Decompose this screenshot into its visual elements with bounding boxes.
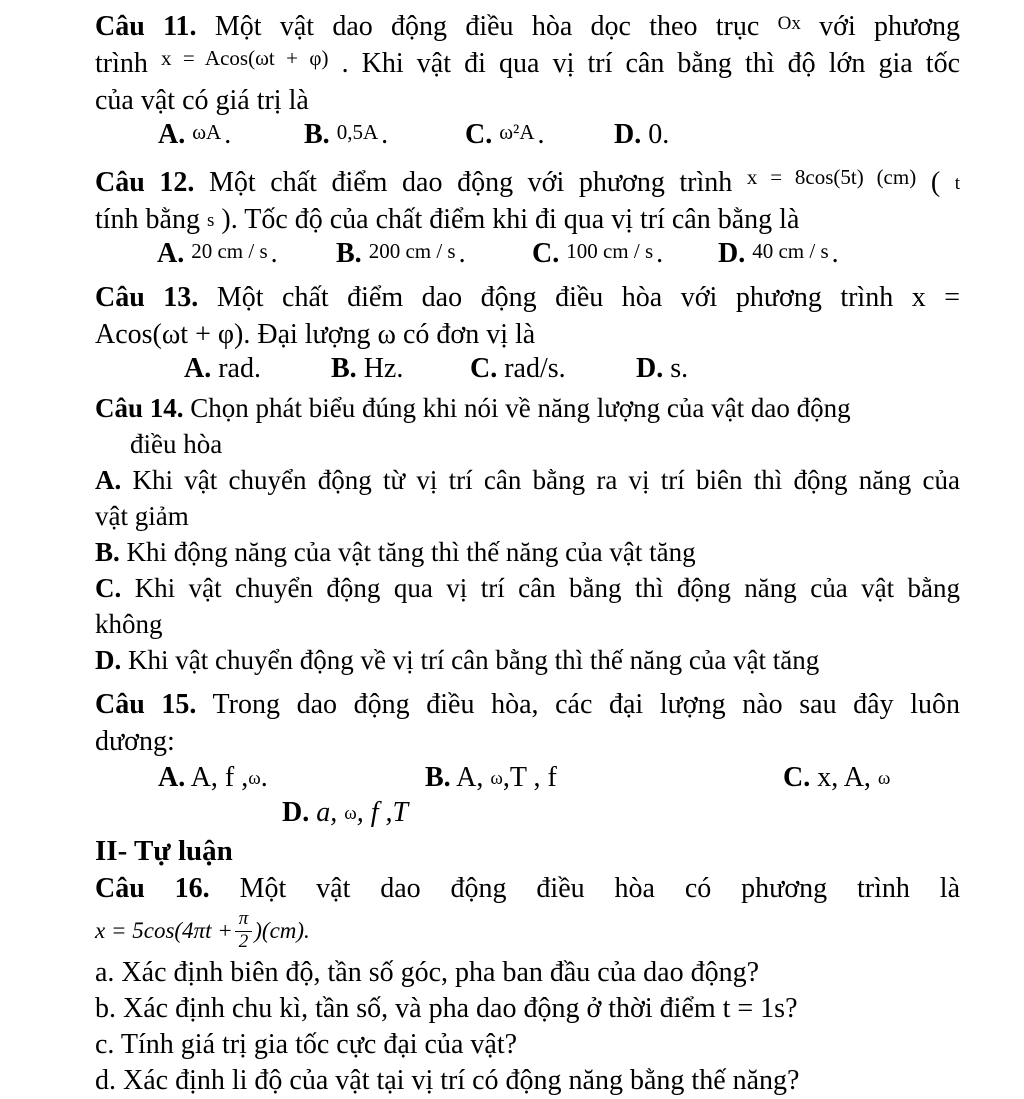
q15-option-b-pre: A,	[456, 762, 491, 793]
q15-title-line-2: dương:	[95, 726, 175, 757]
q15-option-b-label: B.	[425, 762, 451, 793]
q16-item-d: d. Xác định li độ của vật tại vị trí có động năng bằng thế năng?	[95, 1065, 800, 1096]
q12-option-b-label: B.	[336, 238, 362, 269]
question-15	[95, 686, 960, 830]
q16-label: Câu 16.	[95, 873, 210, 904]
q16-item-c: c. Tính giá trị gia tốc cực đại của vật?	[95, 1029, 518, 1060]
q16-formula-fraction	[235, 909, 253, 953]
q11-option-a	[158, 119, 231, 151]
q11-text-2b: . Khi vật đi qua vị trí cân bằng thì độ lớn gia tốc	[341, 48, 961, 79]
q14-option-b-text: Khi động năng của vật tăng thì thế năng của vật tăng	[126, 537, 696, 567]
q11-line-2	[95, 45, 960, 82]
q12-option-d	[718, 238, 839, 270]
q15-title-1: Trong dao động điều hòa, các đại lượng nào sau đây luôn	[212, 689, 961, 720]
q14-option-d-text: Khi vật chuyển động về vị trí cân bằng thì thế năng của vật tăng	[128, 645, 820, 675]
q15-option-d-pre: a,	[316, 797, 345, 828]
q15-option-c-pre: x, A,	[817, 762, 878, 793]
q11-line-1	[95, 8, 960, 45]
q14-option-c-label: C.	[95, 573, 122, 603]
q12-line-2	[95, 201, 960, 238]
q14-option-a-line-2: vật giảm	[95, 501, 189, 531]
q15-option-d-label: D.	[282, 797, 310, 828]
q12-option-b	[336, 238, 466, 270]
q12-option-a-value: 20 cm / s	[191, 239, 268, 263]
q12-option-c-dot: .	[656, 238, 664, 269]
q14-option-a-line-1	[95, 462, 960, 498]
q12-option-b-value: 200 cm / s	[368, 239, 456, 263]
q13-options-row	[95, 353, 960, 390]
q14-option-c-line-1	[95, 570, 960, 606]
q13-option-c-label: C.	[470, 353, 498, 384]
q14-title-line-1	[95, 390, 960, 426]
q13-option-b-label: B.	[331, 353, 357, 384]
q13-line-2: Acos(ωt + φ). Đại lượng ω có đơn vị là	[95, 319, 536, 350]
q15-label: Câu 15.	[95, 689, 197, 720]
q12-option-a-dot: .	[270, 238, 278, 269]
q13-option-a	[184, 353, 261, 385]
q12-text-1a: Một chất điểm dao động với phương trình	[208, 167, 733, 198]
q15-option-a-post: .	[260, 762, 268, 793]
q13-option-a-label: A.	[184, 353, 212, 384]
q16-fraction-numerator: π	[235, 909, 253, 932]
q11-label: Câu 11.	[95, 11, 197, 42]
q12-paren: (	[930, 167, 941, 198]
q15-options-row-d	[95, 795, 960, 830]
q13-option-d-value: s.	[670, 353, 689, 384]
q13-line-1	[95, 279, 960, 316]
q11-option-c	[465, 119, 545, 151]
q11-text-1b: với phương	[819, 11, 961, 42]
q12-option-c-label: C.	[532, 238, 560, 269]
q12-t-symbol: t	[954, 173, 961, 194]
q13-label: Câu 13.	[95, 282, 199, 313]
q11-inline-formula-ox: Ox	[777, 13, 801, 34]
q15-option-a	[158, 760, 268, 795]
q14-option-c-text-1: Khi vật chuyển động qua vị trí cân bằng thì động năng của vật bằng	[134, 573, 961, 603]
q16-formula-post: )(cm).	[254, 918, 310, 943]
q14-option-a-label: A.	[95, 465, 122, 495]
q15-option-c-label: C.	[783, 762, 811, 793]
q13-text-1: Một chất điểm dao động điều hòa với phương trình x =	[216, 282, 961, 313]
q14-title-1: Chọn phát biểu đúng khi nói về năng lượng của vật dao động	[190, 393, 851, 423]
q12-option-d-value: 40 cm / s	[752, 239, 829, 263]
q12-option-d-label: D.	[718, 238, 746, 269]
q11-option-d-value: 0.	[648, 119, 670, 150]
q12-option-c-value: 100 cm / s	[566, 239, 654, 263]
q11-option-a-value: ωA	[192, 120, 222, 144]
q12-options-row	[95, 238, 960, 275]
q12-option-b-dot: .	[458, 238, 466, 269]
q15-title-line-1	[95, 686, 960, 723]
q11-line-3: của vật có giá trị là	[95, 85, 309, 116]
q16-item-b: b. Xác định chu kì, tần số, và pha dao động ở thời điểm t = 1s?	[95, 993, 798, 1024]
q15-option-a-pre: A, f ,	[190, 762, 249, 793]
q13-option-c-value: rad/s.	[504, 353, 566, 384]
question-16	[95, 870, 960, 1099]
q12-inline-formula-equation: x = 8cos(5t) (cm)	[746, 165, 917, 189]
q15-option-a-label: A.	[158, 762, 186, 793]
q14-option-b-label: B.	[95, 537, 120, 567]
q16-item-a: a. Xác định biên độ, tần số góc, pha ban đầu của dao động?	[95, 957, 760, 988]
question-11	[95, 8, 960, 156]
q14-option-a-text-1: Khi vật chuyển động từ vị trí cân bằng ra vị trí biên thì động năng của	[132, 465, 961, 495]
q11-option-d	[614, 119, 669, 151]
q11-option-a-label: A.	[158, 119, 186, 150]
q11-option-d-label: D.	[614, 119, 642, 150]
q11-option-c-value: ω²A	[499, 120, 535, 144]
q12-label: Câu 12.	[95, 167, 195, 198]
q15-option-d-omega: ω	[344, 803, 357, 824]
q14-option-d-label: D.	[95, 645, 122, 675]
q14-option-b-line	[95, 534, 960, 570]
q16-subquestions	[95, 955, 960, 1099]
q14-option-d-line	[95, 642, 960, 678]
q16-fraction-denominator: 2	[238, 931, 249, 952]
q14-title-line-2: điều hòa	[130, 429, 223, 459]
q11-inline-formula-equation: x = Acos(ωt + φ)	[161, 46, 329, 70]
q11-option-c-label: C.	[465, 119, 493, 150]
q12-s-symbol: s	[207, 210, 215, 231]
q13-option-c	[470, 353, 566, 385]
section-ii-header: II- Tự luận	[95, 835, 233, 867]
q11-option-a-dot: .	[224, 119, 232, 150]
q13-option-b-value: Hz.	[363, 353, 404, 384]
q13-option-b	[331, 353, 403, 385]
q12-option-a-label: A.	[157, 238, 185, 269]
q11-option-c-dot: .	[537, 119, 545, 150]
q11-text-1a: Một vật dao động điều hòa dọc theo trục	[214, 11, 760, 42]
q11-text-2a: trình	[95, 48, 148, 79]
q15-option-c-omega: ω	[877, 768, 891, 789]
q11-option-b	[304, 119, 388, 151]
q15-option-a-omega: ω	[248, 768, 261, 789]
q12-option-c	[532, 238, 663, 270]
question-14	[95, 390, 960, 678]
q11-option-b-value: 0,5A	[336, 120, 379, 144]
q14-label: Câu 14.	[95, 393, 184, 423]
q13-option-d-label: D.	[636, 353, 664, 384]
q11-option-b-dot: .	[381, 119, 389, 150]
q16-title-line	[95, 870, 960, 907]
q16-formula-pre: x = 5cos(4πt +	[95, 918, 233, 943]
q16-title: Một vật dao động điều hòa có phương trình là	[239, 873, 961, 904]
q12-line-1	[95, 164, 960, 201]
q15-option-b-omega: ω	[490, 768, 503, 789]
q11-options-row	[95, 119, 960, 156]
q11-option-b-label: B.	[304, 119, 330, 150]
q13-option-a-value: rad.	[218, 353, 261, 384]
question-13	[95, 279, 960, 390]
question-12	[95, 164, 960, 275]
q15-option-d	[282, 795, 408, 830]
q12-option-a	[157, 238, 278, 270]
q14-option-c-line-2: không	[95, 609, 163, 639]
q13-option-d	[636, 353, 688, 385]
q12-text-2b: ). Tốc độ của chất điểm khi đi qua vị trí cân bằng là	[221, 204, 800, 235]
q15-option-c	[783, 760, 890, 795]
q15-option-b	[425, 760, 557, 795]
q15-option-d-post: , f ,T	[356, 797, 409, 828]
q12-option-d-dot: .	[831, 238, 839, 269]
q15-option-b-post: ,T , f	[502, 762, 557, 793]
q16-formula	[95, 907, 960, 955]
q12-text-2a: tính bằng	[95, 204, 200, 235]
q15-options-row-abc	[95, 760, 960, 795]
